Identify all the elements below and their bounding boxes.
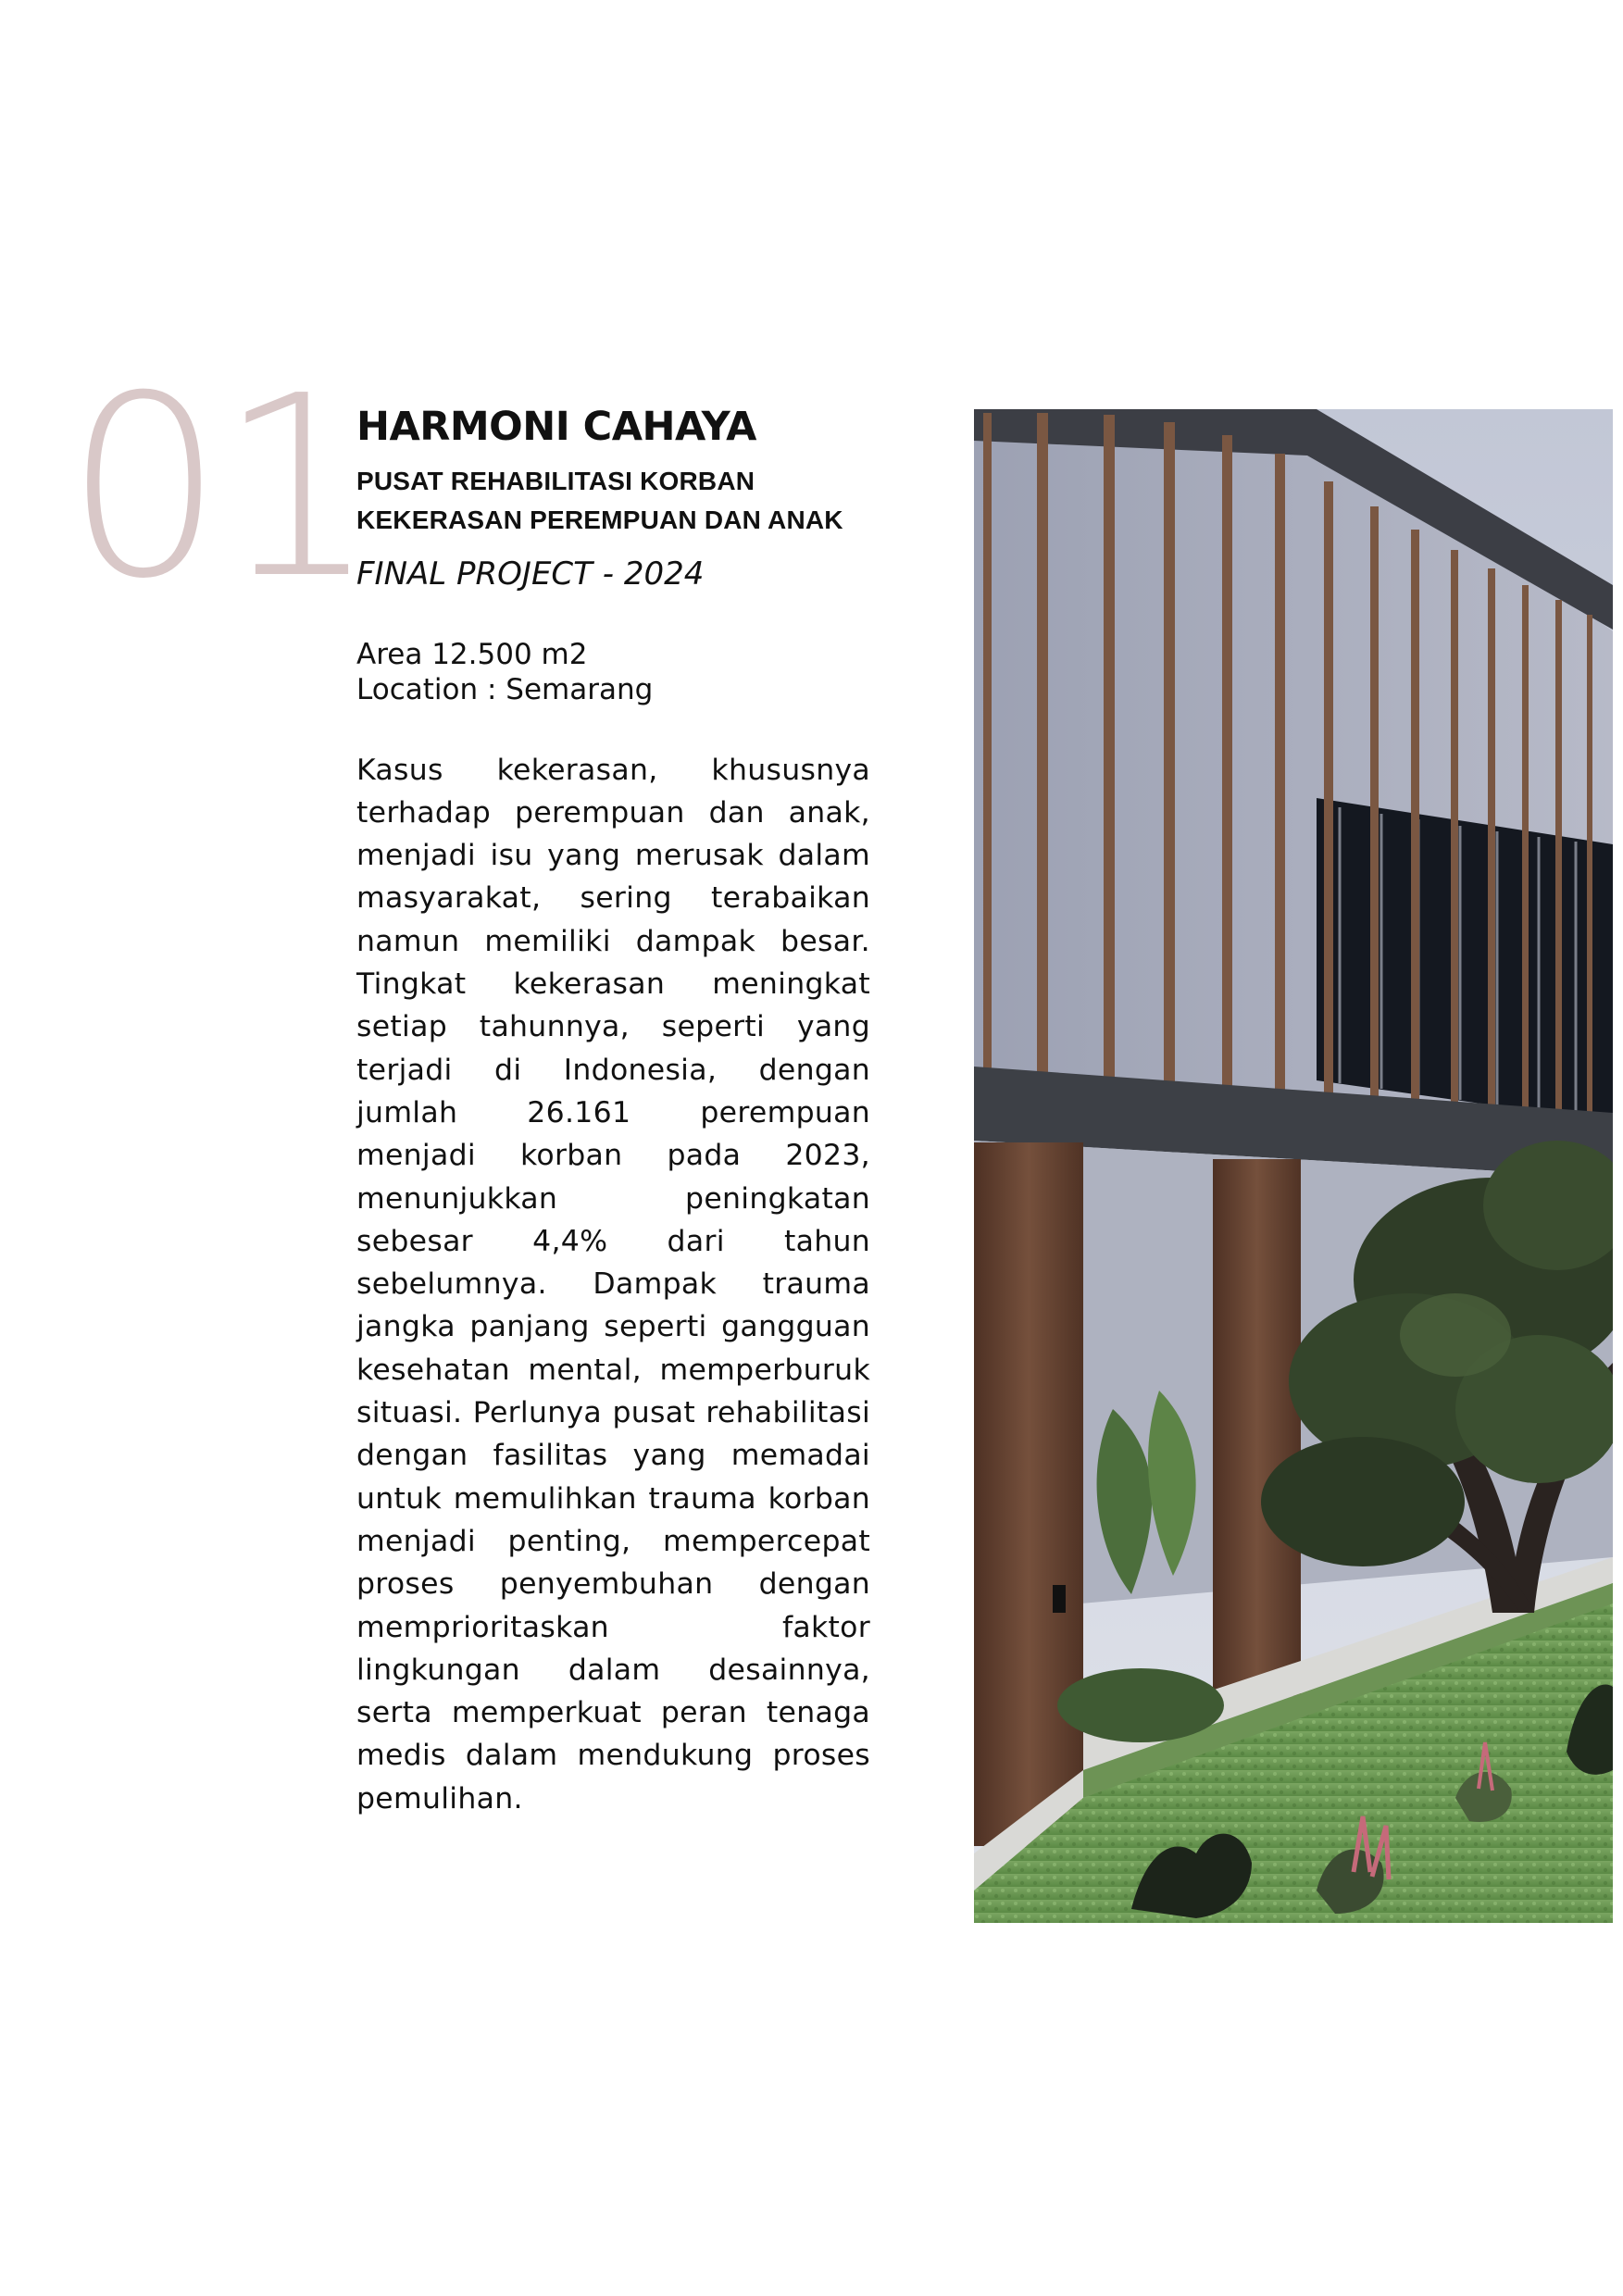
project-subtitle (356, 462, 870, 539)
project-location: Location : Semarang (356, 672, 654, 706)
wood-panel-middle (1213, 1159, 1301, 1696)
project-description: Kasus kekerasan, khususnya terhadap perempuan dan anak, menjadi isu yang merusak dalam masyarakat, sering terabaikan namun memiliki dampak besar. Tingkat kekerasan meningkat setiap tahunnya, seperti yang terjadi di Indonesia, dengan jumlah 26.161 perempuan menjadi korban pada 2023, menunjukkan peningkatan sebesar 4,4% dari tahun sebelumnya. Dampak trauma jangka panjang seperti gangguan kesehatan mental, memperburuk situasi. Perlunya pusat rehabilitasi dengan fasilitas yang memadai untuk memulihkan trauma korban menjadi penting, mempercepat proses penyembuhan dengan memprioritaskan faktor lingkungan dalam desainnya, serta memperkuat peran tenaga medis dalam mendukung proses pemulihan. (356, 753, 870, 1816)
project-label: FINAL PROJECT - 2024 (356, 555, 705, 593)
project-meta (356, 638, 870, 708)
page-number: 01 (65, 342, 372, 633)
project-info (356, 406, 870, 1850)
project-subtitle-line2: KEKERASAN PEREMPUAN DAN ANAK (356, 505, 843, 534)
architectural-render-image (974, 409, 1613, 1923)
project-title: HARMONI CAHAYA (356, 404, 756, 450)
project-area: Area 12.500 m2 (356, 637, 588, 671)
window-band (1317, 798, 1613, 1122)
project-subtitle-line1: PUSAT REHABILITASI KORBAN (356, 467, 755, 496)
wood-panel-left (974, 1142, 1083, 1846)
wall-lamp (1053, 1585, 1066, 1613)
